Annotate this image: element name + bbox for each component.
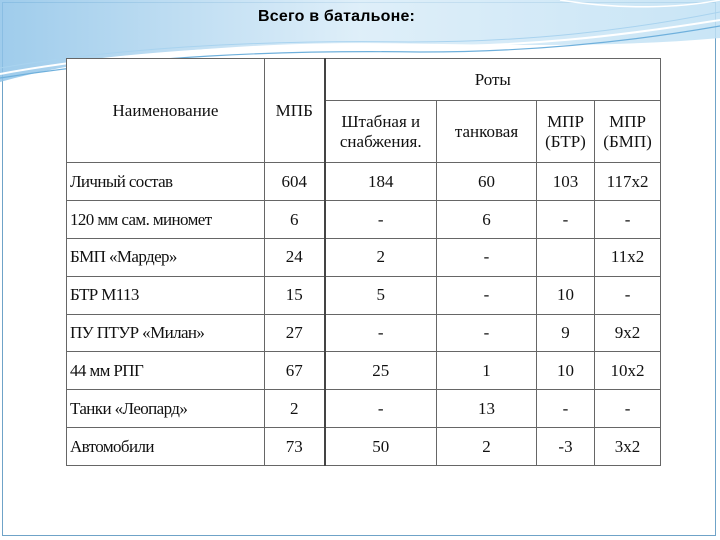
cell-mpb: 15 — [265, 276, 325, 314]
row-label: 44 мм РПГ — [67, 352, 265, 390]
cell-mpr-bmp: - — [595, 390, 661, 428]
row-label: 120 мм сам. миномет — [67, 200, 265, 238]
table-row — [67, 390, 661, 428]
cell-mpb: 73 — [265, 428, 325, 466]
cell-mpr-bmp: 3х2 — [595, 428, 661, 466]
cell-mpr-bmp: 9х2 — [595, 314, 661, 352]
cell-mpr-btr: 103 — [537, 163, 595, 201]
cell-tank: 1 — [437, 352, 537, 390]
header-row-top — [67, 59, 661, 101]
cell-hq-supply: 5 — [325, 276, 437, 314]
table-row — [67, 276, 661, 314]
cell-tank: - — [437, 238, 537, 276]
cell-hq-supply: - — [325, 390, 437, 428]
cell-mpb: 67 — [265, 352, 325, 390]
table-row — [67, 314, 661, 352]
cell-hq-supply: - — [325, 200, 437, 238]
cell-tank: 6 — [437, 200, 537, 238]
header-mpr-btr: МПР (БТР) — [537, 101, 595, 163]
row-label: Танки «Леопард» — [67, 390, 265, 428]
table-row — [67, 238, 661, 276]
cell-hq-supply: - — [325, 314, 437, 352]
cell-hq-supply: 25 — [325, 352, 437, 390]
cell-mpr-btr — [537, 238, 595, 276]
cell-mpr-btr: - — [537, 390, 595, 428]
cell-mpr-btr: - — [537, 200, 595, 238]
cell-mpb: 27 — [265, 314, 325, 352]
slide-title: Всего в батальоне: — [258, 8, 416, 25]
cell-tank: 13 — [437, 390, 537, 428]
header-name: Наименование — [67, 59, 265, 163]
battalion-table — [66, 58, 661, 466]
row-label: БТР М113 — [67, 276, 265, 314]
table-row — [67, 428, 661, 466]
cell-tank: 2 — [437, 428, 537, 466]
cell-mpb: 2 — [265, 390, 325, 428]
cell-tank: - — [437, 314, 537, 352]
cell-mpr-btr: 10 — [537, 276, 595, 314]
cell-mpr-btr: 9 — [537, 314, 595, 352]
cell-mpr-bmp: 10х2 — [595, 352, 661, 390]
row-label: ПУ ПТУР «Милан» — [67, 314, 265, 352]
cell-mpr-bmp: 117х2 — [595, 163, 661, 201]
cell-mpb: 6 — [265, 200, 325, 238]
table-row — [67, 352, 661, 390]
header-hq-supply: Штабная и снабжения. — [325, 101, 437, 163]
cell-mpr-btr: 10 — [537, 352, 595, 390]
cell-mpr-btr: -3 — [537, 428, 595, 466]
cell-hq-supply: 50 — [325, 428, 437, 466]
table-row — [67, 200, 661, 238]
header-mpr-bmp: МПР (БМП) — [595, 101, 661, 163]
cell-mpr-bmp: - — [595, 200, 661, 238]
row-label: БМП «Мардер» — [67, 238, 265, 276]
table-row — [67, 163, 661, 201]
row-label: Автомобили — [67, 428, 265, 466]
cell-tank: - — [437, 276, 537, 314]
header-tank: танковая — [437, 101, 537, 163]
header-mpb: МПБ — [265, 59, 325, 163]
cell-hq-supply: 184 — [325, 163, 437, 201]
header-companies: Роты — [325, 59, 661, 101]
cell-mpr-bmp: - — [595, 276, 661, 314]
cell-mpb: 24 — [265, 238, 325, 276]
cell-tank: 60 — [437, 163, 537, 201]
cell-hq-supply: 2 — [325, 238, 437, 276]
row-label: Личный состав — [67, 163, 265, 201]
cell-mpr-bmp: 11х2 — [595, 238, 661, 276]
cell-mpb: 604 — [265, 163, 325, 201]
